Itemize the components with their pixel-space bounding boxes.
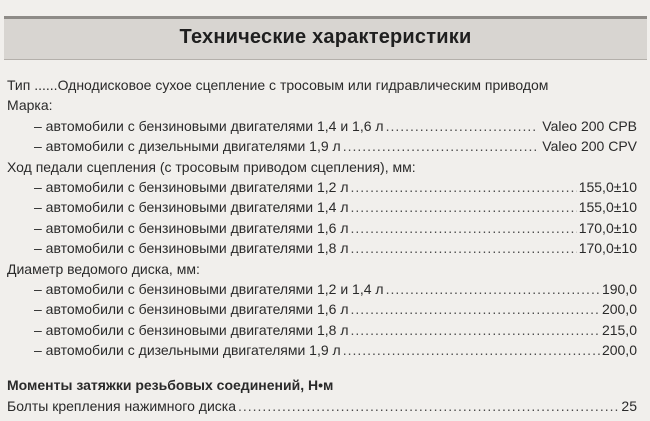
spec-row [7, 136, 637, 156]
dot-leader [386, 279, 600, 299]
dot-leader [238, 396, 619, 416]
spec-value: 25 [621, 397, 637, 414]
dot-leader [351, 177, 577, 197]
disc-diameter-label: Диаметр ведомого диска, мм: [7, 260, 200, 277]
spec-value: 155,0±10 [578, 178, 637, 195]
disc-diameter-heading-row [7, 259, 637, 279]
spec-row [7, 279, 637, 299]
spec-value: 170,0±10 [578, 219, 637, 236]
spec-label: – автомобили с бензиновыми двигателями 1,2 и 1,4 л [34, 280, 384, 297]
type-value: Однодисковое сухое сцепление с тросовым или гидравлическим приводом [57, 77, 549, 93]
spec-row [7, 238, 637, 258]
dot-leader [351, 238, 577, 258]
spec-row [7, 116, 637, 136]
spec-row [7, 320, 637, 340]
dot-leader [386, 116, 539, 136]
spec-label: – автомобили с бензиновыми двигателями 1,6 л [34, 301, 349, 318]
torques-heading: Моменты затяжки резьбовых соединений, Н•м [7, 377, 334, 394]
spec-value: 200,0 [601, 301, 637, 318]
spec-value: Valeo 200 CPB [542, 117, 637, 134]
spec-content [7, 75, 637, 416]
spec-label: – автомобили с бензиновыми двигателями 1,8 л [34, 321, 349, 338]
dot-leader [343, 136, 539, 156]
spec-label: – автомобили с бензиновыми двигателями 1,2 л [34, 178, 349, 195]
type-row [7, 75, 637, 95]
spec-value: 190,0 [601, 280, 637, 297]
dot-leader [351, 218, 577, 238]
spec-label: Болты крепления нажимного диска [7, 397, 236, 414]
spec-label: – автомобили с дизельными двигателями 1,9 л [34, 138, 341, 155]
spec-label: – автомобили с бензиновыми двигателями 1,8 л [34, 240, 349, 257]
spec-row [7, 299, 637, 319]
spec-row [7, 177, 637, 197]
spec-row [7, 197, 637, 217]
spec-value: 215,0 [601, 321, 637, 338]
dot-leader [351, 299, 600, 319]
spec-label: – автомобили с бензиновыми двигателями 1,4 и 1,6 л [34, 117, 384, 134]
spec-value: 155,0±10 [578, 199, 637, 216]
dot-leader [351, 320, 600, 340]
dot-leader [351, 197, 577, 217]
brand-heading-row [7, 95, 637, 115]
spec-row [7, 218, 637, 238]
spec-value: 200,0 [601, 342, 637, 359]
spec-value: 170,0±10 [578, 240, 637, 257]
pedal-travel-label: Ход педали сцепления (с тросовым приводом сцепления), мм: [7, 158, 416, 175]
spec-label: – автомобили с бензиновыми двигателями 1,6 л [34, 219, 349, 236]
pedal-travel-heading-row [7, 157, 637, 177]
type-label: Тип ...... [7, 77, 58, 93]
spec-label: – автомобили с дизельными двигателями 1,9 л [34, 342, 341, 359]
dot-leader [343, 340, 600, 360]
spec-row [7, 340, 637, 360]
spec-value: Valeo 200 CPV [542, 138, 637, 155]
section-spacer [7, 360, 637, 375]
spec-row [7, 396, 637, 416]
brand-label: Марка: [7, 97, 53, 114]
heading-band [4, 16, 647, 60]
page-title: Технические характеристики [179, 26, 472, 48]
spec-label: – автомобили с бензиновыми двигателями 1,4 л [34, 199, 349, 216]
